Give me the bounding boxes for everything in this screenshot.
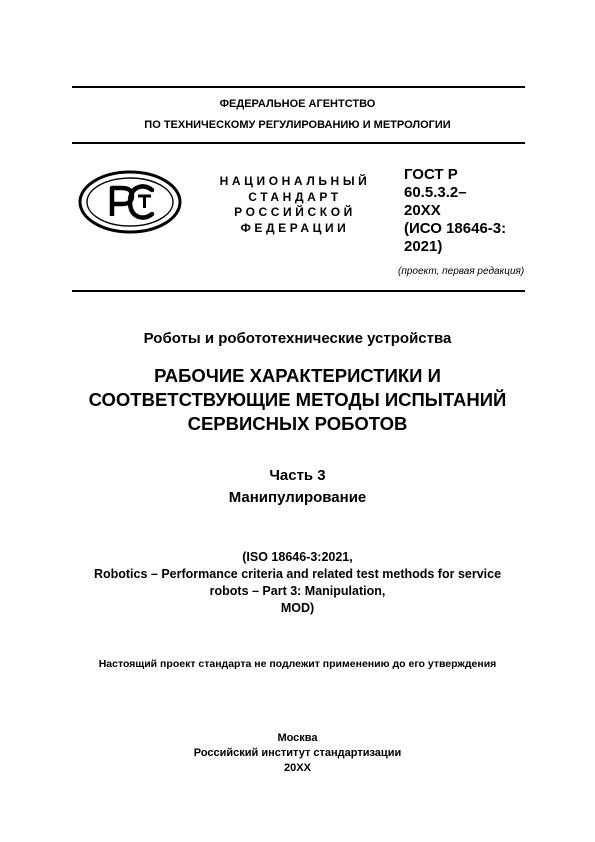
gost-r-emblem-icon — [78, 170, 182, 234]
designation-line-1: ГОСТ Р — [404, 166, 458, 183]
agency-rule — [72, 142, 525, 144]
document-title — [0, 364, 595, 436]
agency-line-2: ПО ТЕХНИЧЕСКОМУ РЕГУЛИРОВАНИЮ И МЕТРОЛОГИИ — [144, 119, 451, 131]
national-standard-line-4: ФЕДЕРАЦИИ — [240, 220, 350, 235]
national-standard-line-1: НАЦИОНАЛЬНЫЙ — [219, 174, 371, 188]
iso-line-1: (ISO 18646-3:2021, — [242, 550, 353, 564]
iso-reference — [0, 549, 595, 617]
draft-notice: Настоящий проект стандарта не подлежит применению до его утверждения — [98, 658, 497, 670]
header-bottom-rule — [72, 290, 525, 292]
national-standard-line-2: СТАНДАРТ — [248, 189, 342, 204]
iso-line-3: robots – Part 3: Manipulation, — [209, 584, 386, 598]
publication-footer — [0, 731, 595, 776]
title-line-3: СЕРВИСНЫХ РОБОТОВ — [187, 413, 408, 434]
footer-year: 20ХХ — [284, 762, 311, 774]
designation-line-5: 2021) — [404, 238, 443, 255]
iso-line-4: MOD) — [280, 601, 315, 615]
top-rule — [72, 86, 525, 88]
title-line-1: РАБОЧИЕ ХАРАКТЕРИСТИКИ И — [154, 365, 441, 386]
national-standard-line-3: РОССИЙСКОЙ — [234, 205, 356, 219]
footer-publisher: Российский институт стандартизации — [193, 747, 402, 759]
agency-header — [0, 94, 595, 136]
draft-note: (проект, первая редакция) — [398, 266, 525, 277]
national-standard-label — [190, 174, 400, 236]
part-number: Часть 3 — [269, 467, 326, 484]
designation-line-3: 20ХХ — [404, 202, 441, 219]
title-line-2: СООТВЕТСТВУЮЩИЕ МЕТОДЫ ИСПЫТАНИЙ — [88, 389, 507, 410]
iso-line-2: Robotics – Performance criteria and related test methods for service — [93, 567, 502, 581]
footer-city: Москва — [277, 732, 318, 744]
agency-line-1: ФЕДЕРАЛЬНОЕ АГЕНТСТВО — [219, 98, 376, 110]
part-title: Манипулирование — [228, 489, 367, 506]
designation-line-4: (ИСО 18646-3: — [404, 220, 507, 237]
designation-line-2: 60.5.3.2– — [404, 184, 467, 201]
standard-designation — [404, 166, 564, 256]
document-subtitle: Роботы и робототехнические устройства — [143, 330, 452, 347]
